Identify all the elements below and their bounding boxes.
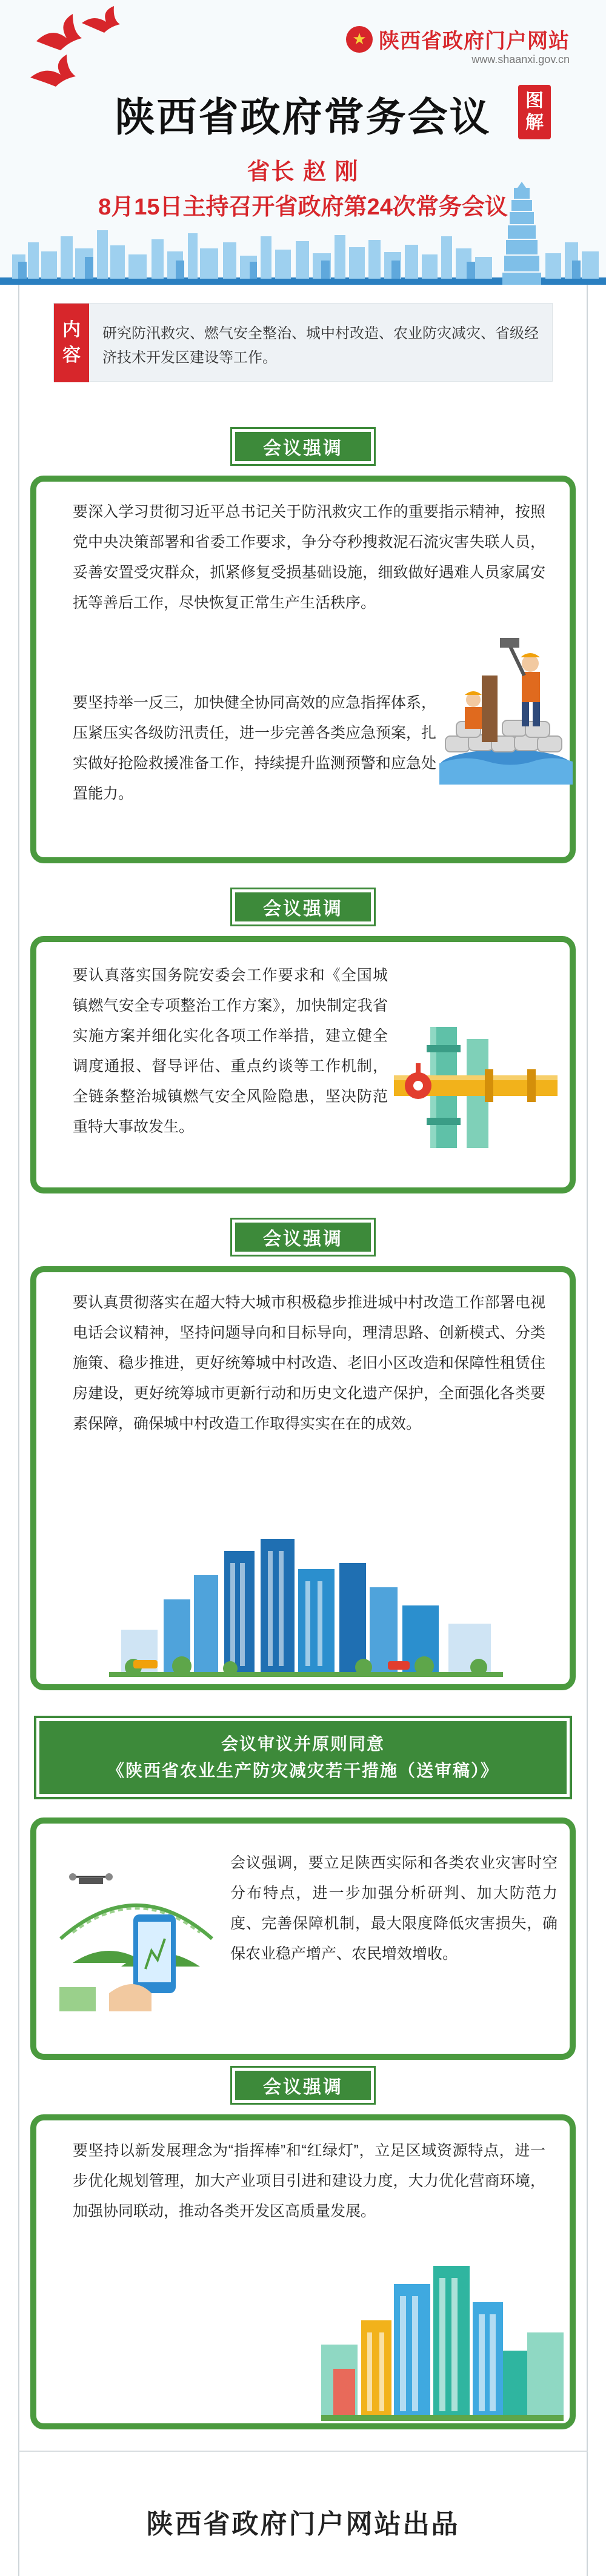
badge-tujie [518,85,551,139]
section-heading [230,2066,376,2105]
section-heading-label: 会议强调 [235,1223,371,1252]
page-title: 陕西省政府常务会议 [115,95,491,139]
gas-pipe-valve-illustration [394,1027,558,1154]
section-paragraph: 要坚持以新发展理念为“指挥棒”和“红绿灯”，立足区域资源特点，进一步优化规划管理，加大产业项目引进和建设力度，大力优化营商环境，加强协同联动，推动各类开发区高质量发展。 [73,2142,545,2220]
dove-icon [24,5,133,96]
banner-line-2: 《陕西省农业生产防灾减灾若干措施（送审稿）》 [107,1761,499,1780]
government-emblem-icon: ★ [346,26,373,53]
section-paragraph: 要深入学习贯彻习近平总书记关于防汛救灾工作的重要指示精神，按照党中央决策部署和省委工作要求，争分夺秒搜救泥石流灾害失联人员，妥善安置受灾群众，抓紧修复受损基础设施，细致做好遇难人员家属安抚等善后工作，尽快恢复正常生产生活秩序。 [73,503,545,611]
development-zone-buildings-illustration [321,2254,564,2423]
badge-char: 图 [525,91,544,111]
section-heading-label: 会议强调 [235,432,371,461]
intro-tag-char: 容 [62,345,81,365]
rescue-workers-illustration [439,627,573,785]
intro-tag [54,304,89,382]
section-card-urban-village [30,1266,576,1690]
intro-text: 研究防汛救灾、燃气安全整治、城中村改造、农业防灾减灾、省级经济技术开发区建设等工作。 [102,325,539,366]
section-heading [230,1218,376,1256]
banner-line-1: 会议审议并原则同意 [221,1734,385,1753]
section-heading [230,888,376,926]
badge-char: 解 [525,113,544,133]
section-paragraph: 要坚持举一反三，加快健全协同高效的应急指挥体系，压紧压实各级防汛责任，进一步完善各类应急预案，扎实做好抢险救援准备工作，持续提升监测预警和应急处置能力。 [73,694,437,802]
intro-box [53,303,553,382]
section-paragraph: 要认真落实国务院安委会工作要求和《全国城镇燃气安全专项整治工作方案》，加快制定我省实施方案并细化实化各项工作举措，建立健全调度通报、督导评估、重点约谈等工作机制，全链条整治城镇燃气安全风险隐患，坚决防范重特大事故发生。 [73,967,388,1135]
footer-divider [18,2451,588,2452]
site-name: 陕西省政府门户网站 [379,30,570,53]
smart-farming-illustration [55,1848,218,2023]
section-card-development-zone [30,2114,576,2429]
approval-banner [36,1718,570,1797]
section-heading-label: 会议强调 [235,892,371,921]
header [0,0,606,285]
intro-tag-char: 内 [62,320,81,340]
section-card-agriculture [30,1817,576,2060]
section-paragraph: 要认真贯彻落实在超大特大城市积极稳步推进城中村改造工作部署电视电话会议精神，坚持问题导向和目标导向，理清思路、创新模式、分类施策、稳步推进，更好统筹城中村改造、老旧小区改造和保障性租赁住房建设，更好统筹城市更新行动和历史文化遗产保护，全面强化各类要素保障，确保城中村改造工作取得实实在在的成效。 [73,1294,545,1432]
site-url[interactable]: www.shaanxi.gov.cn [471,53,570,65]
section-heading [230,427,376,466]
section-paragraph: 会议强调，要立足陕西实际和各类农业灾害时空分布特点，进一步加强分析研判、加大防范力度、完善保障机制，最大限度降低灾害损失，确保农业稳产增产、农民增效增收。 [230,1854,558,1962]
pagoda-icon [501,182,543,285]
subtitle-governor: 省长 赵 刚 [247,159,359,185]
site-logo[interactable] [346,24,570,54]
section-card-gas [30,936,576,1193]
subtitle-meeting: 8月15日主持召开省政府第24次常务会议 [98,194,508,220]
city-skyline-illustration [109,1527,503,1684]
section-card-flood [30,476,576,863]
section-heading-label: 会议强调 [235,2071,371,2100]
footer-credit: 陕西省政府门户网站出品 [146,2509,460,2539]
